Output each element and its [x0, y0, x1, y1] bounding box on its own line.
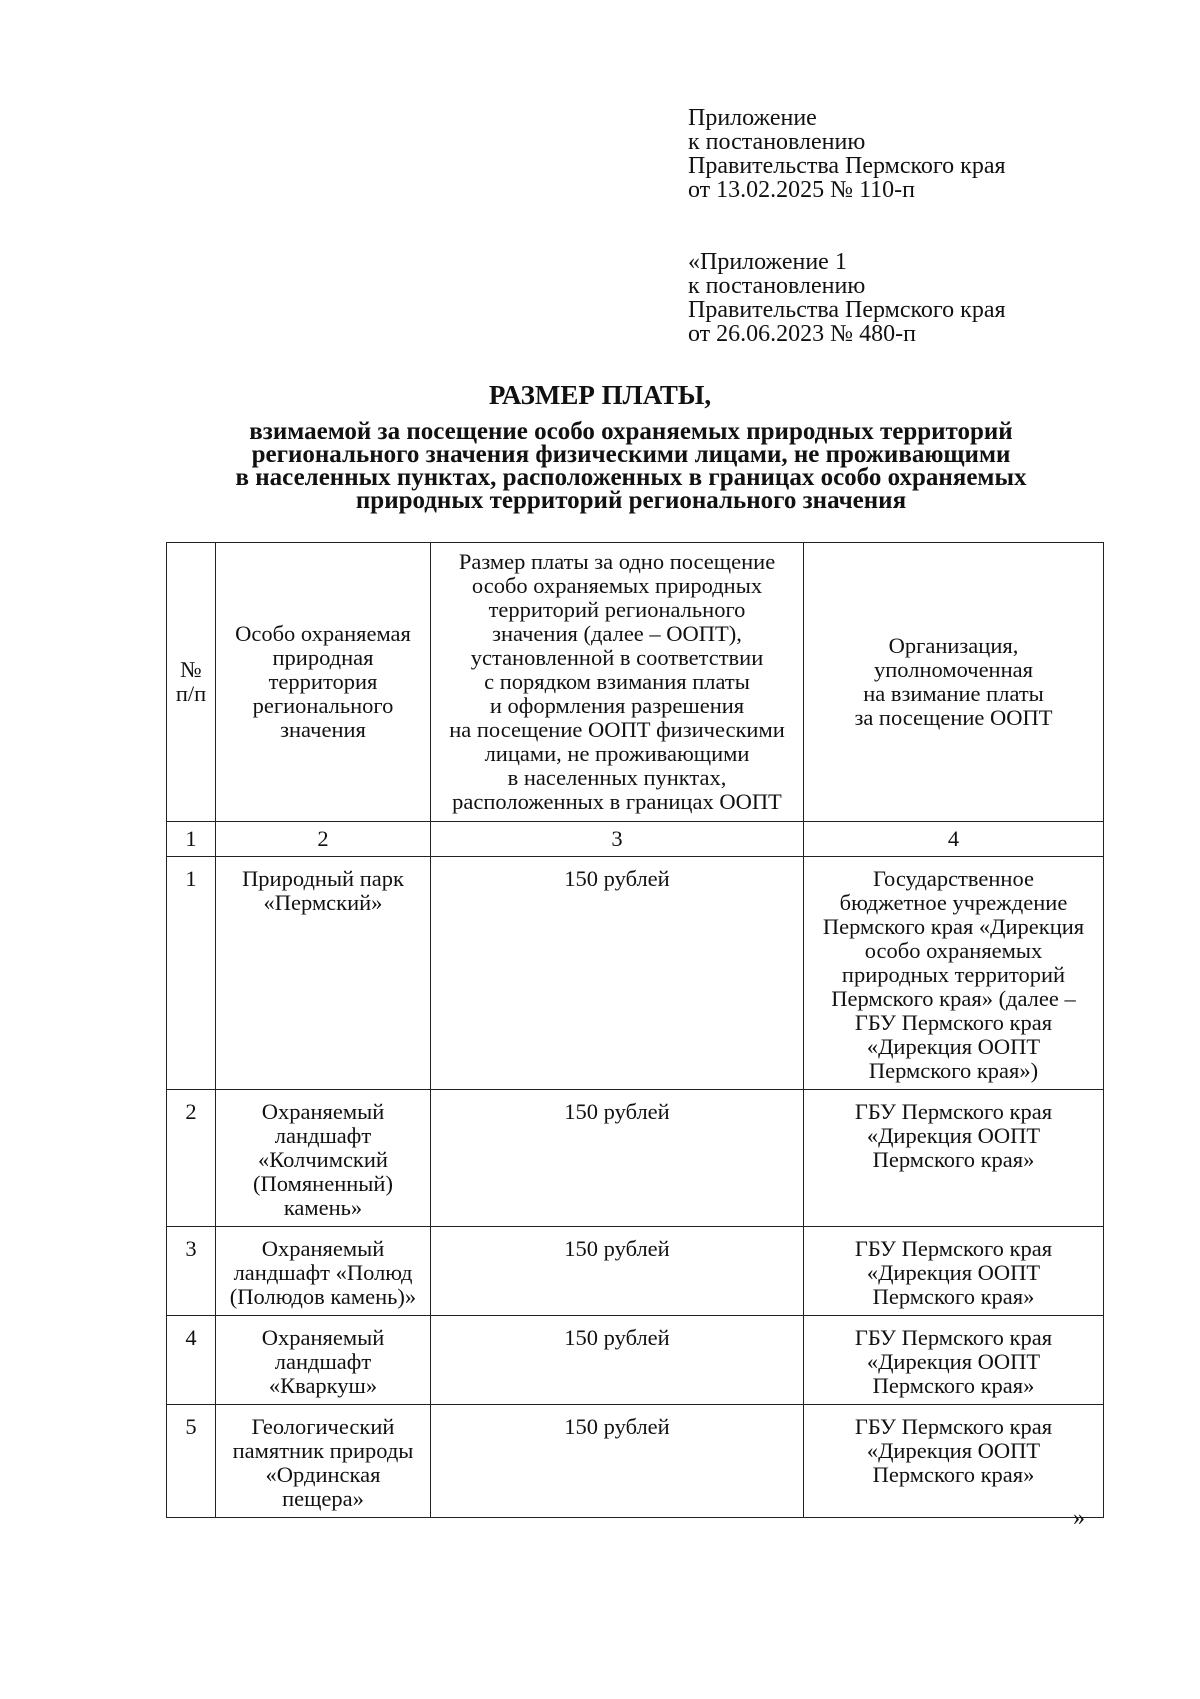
header-stack [167, 658, 215, 706]
header-line: на взимание платы [863, 681, 1044, 706]
cell-line: Пермского края «Дирекция [822, 914, 1085, 939]
header-line: п/п [175, 681, 207, 706]
header-line: природная [272, 645, 374, 670]
annex-header-previous [688, 250, 1006, 346]
header-fee [431, 543, 804, 822]
cell-line: природных территорий [841, 962, 1066, 987]
cell-line: «Дирекция ООПТ [866, 1438, 1041, 1463]
table-row [167, 1405, 1104, 1518]
table-row [167, 1316, 1104, 1405]
cell-line: ГБУ Пермского края [854, 1236, 1053, 1261]
header-line: расположенных в границах ООПТ [452, 789, 782, 814]
cell-stack [218, 1237, 428, 1309]
annex-line: к постановлению [688, 273, 866, 299]
cell-line: «Кваркуш» [268, 1373, 378, 1398]
organization-cell [804, 857, 1104, 1090]
cell-line: Государственное [873, 866, 1034, 891]
annex-line: «Приложение 1 [688, 249, 847, 275]
annex-header-current [688, 106, 1006, 202]
header-line: уполномоченная [874, 657, 1033, 682]
closing-quote: » [1073, 1505, 1085, 1531]
cell-stack [806, 1237, 1101, 1309]
organization-cell [804, 1405, 1104, 1518]
cell-stack [806, 1100, 1101, 1172]
subtitle-line: в населенных пунктах, расположенных в границах особо охраняемых [235, 464, 1027, 491]
fee-cell: 150 рублей [431, 1316, 804, 1405]
organization-cell [804, 1227, 1104, 1316]
cell-stack [218, 867, 428, 915]
cell-line: Охраняемый [261, 1236, 385, 1261]
header-line: территорий регионального [488, 597, 746, 622]
subtitle-line: природных территорий регионального значения [355, 487, 907, 514]
fee-table [166, 542, 1104, 1518]
annex-line: Правительства Пермского края [688, 153, 1006, 179]
header-organization [804, 543, 1104, 822]
cell-line: пещера» [282, 1486, 364, 1511]
header-line: Организация, [888, 633, 1019, 658]
fee-cell: 150 рублей [431, 1405, 804, 1518]
subtitle-line: взимаемой за посещение особо охраняемых природных территорий [249, 418, 1013, 445]
cell-line: Пермского края» [872, 1284, 1035, 1309]
header-stack [216, 622, 430, 742]
row-number-cell: 5 [167, 1405, 216, 1518]
cell-line: «Колчимский [258, 1147, 388, 1172]
cell-line: Пермского края» [872, 1373, 1035, 1398]
cell-stack [218, 1415, 428, 1511]
fee-cell: 150 рублей [431, 1227, 804, 1316]
territory-cell [216, 1227, 431, 1316]
table-header-row [167, 543, 1104, 822]
cell-line: бюджетное учреждение [839, 890, 1068, 915]
header-number [167, 543, 216, 822]
cell-line: ландшафт [274, 1349, 372, 1374]
header-stack [804, 634, 1103, 730]
header-line: и оформления разрешения [489, 693, 745, 718]
cell-line: «Ординская [265, 1462, 381, 1487]
header-line: Особо охраняемая [235, 621, 411, 646]
cell-line: (Полюдов камень)» [229, 1284, 417, 1309]
cell-stack [218, 1100, 428, 1220]
header-line: Размер платы за одно посещение [458, 549, 776, 574]
header-stack [431, 550, 803, 814]
document-title: РАЗМЕР ПЛАТЫ, [488, 380, 712, 410]
annex-line: от 13.02.2025 № 110-п [688, 177, 916, 203]
cell-line: Охраняемый [261, 1325, 385, 1350]
cell-line: Геологический [251, 1414, 395, 1439]
annex-line: от 26.06.2023 № 480-п [688, 321, 916, 347]
header-line: значения (далее – ООПТ), [492, 621, 742, 646]
cell-line: ГБУ Пермского края [854, 1099, 1053, 1124]
column-number: 4 [804, 822, 1104, 857]
header-line: за посещение ООПТ [854, 705, 1053, 730]
column-number: 2 [216, 822, 431, 857]
annex-line: Правительства Пермского края [688, 297, 1006, 323]
header-line: лицами, не проживающими [484, 741, 750, 766]
cell-line: Пермского края» [872, 1147, 1035, 1172]
subtitle-line: регионального значения физическими лицами, не проживающими [251, 441, 1011, 468]
fee-cell: 150 рублей [431, 857, 804, 1090]
row-number-cell: 4 [167, 1316, 216, 1405]
territory-cell [216, 1405, 431, 1518]
cell-line: «Дирекция ООПТ [866, 1260, 1041, 1285]
table-row [167, 857, 1104, 1090]
cell-line: особо охраняемых [864, 938, 1043, 963]
header-line: на посещение ООПТ физическими [449, 717, 785, 742]
cell-line: ГБУ Пермского края [854, 1414, 1053, 1439]
header-line: в населенных пунктах, [507, 765, 727, 790]
table-row [167, 1090, 1104, 1227]
cell-line: Охраняемый [261, 1099, 385, 1124]
header-line: территория [268, 669, 378, 694]
cell-stack [806, 1326, 1101, 1398]
cell-line: ландшафт «Полюд [233, 1260, 413, 1285]
territory-cell [216, 1316, 431, 1405]
cell-line: «Пермский» [263, 890, 383, 915]
cell-line: (Помяненный) [253, 1171, 393, 1196]
cell-stack [806, 1415, 1101, 1487]
cell-line: камень» [283, 1195, 363, 1220]
cell-stack [218, 1326, 428, 1398]
annex-line: Приложение [688, 105, 817, 131]
cell-line: ГБУ Пермского края [854, 1010, 1053, 1035]
header-line: регионального [252, 693, 394, 718]
header-line: № [180, 657, 202, 682]
annex-line: к постановлению [688, 129, 866, 155]
cell-line: «Дирекция ООПТ [866, 1034, 1041, 1059]
column-number: 1 [167, 822, 216, 857]
header-line: установленной в соответствии [470, 645, 764, 670]
cell-line: Пермского края» (далее – [831, 986, 1076, 1011]
row-number-cell: 3 [167, 1227, 216, 1316]
organization-cell [804, 1316, 1104, 1405]
column-number-row [167, 822, 1104, 857]
document-subtitle [0, 420, 1200, 512]
table-row [167, 1227, 1104, 1316]
header-line: особо охраняемых природных [471, 573, 763, 598]
cell-line: «Дирекция ООПТ [866, 1123, 1041, 1148]
territory-cell [216, 857, 431, 1090]
fee-cell: 150 рублей [431, 1090, 804, 1227]
cell-line: ГБУ Пермского края [854, 1325, 1053, 1350]
row-number-cell: 1 [167, 857, 216, 1090]
cell-line: Природный парк [242, 866, 404, 891]
header-line: с порядком взимания платы [484, 669, 750, 694]
territory-cell [216, 1090, 431, 1227]
column-number: 3 [431, 822, 804, 857]
header-territory [216, 543, 431, 822]
organization-cell [804, 1090, 1104, 1227]
cell-line: «Дирекция ООПТ [866, 1349, 1041, 1374]
cell-line: памятник природы [232, 1438, 414, 1463]
row-number-cell: 2 [167, 1090, 216, 1227]
cell-line: Пермского края» [872, 1462, 1035, 1487]
cell-line: Пермского края») [868, 1058, 1039, 1083]
header-line: значения [280, 717, 366, 742]
cell-line: ландшафт [274, 1123, 372, 1148]
cell-stack [806, 867, 1101, 1083]
